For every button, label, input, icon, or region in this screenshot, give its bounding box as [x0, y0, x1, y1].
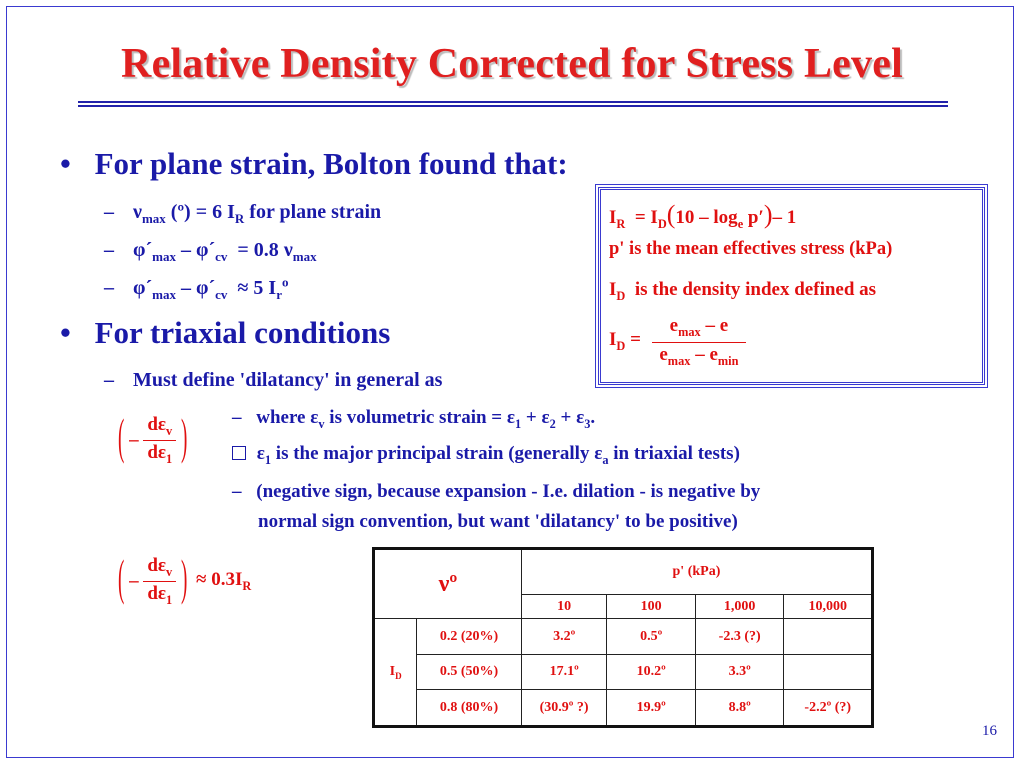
- triax-sub-text: Must define 'dilatancy' in general as: [133, 369, 443, 391]
- pressure-col-10000: 10,000: [784, 595, 873, 619]
- ir-equation: $I_R = I_D(10 - \log_e p')-$ 1: [609, 200, 797, 231]
- phi-diff-eq-1: $\varphi´_{max}$ – $\varphi´_{cv} = 0.8$ $\nu_{max}$: [133, 239, 317, 264]
- nu-max-eq: $\nu_{max}$ (º) = 6 $I_R$: [133, 201, 245, 226]
- p-mean-stress-def: p' is the mean effectives stress (kPa): [609, 239, 893, 259]
- dilatancy-table: [372, 547, 874, 728]
- bullet-plane-text: For plane strain, Bolton found that:: [94, 146, 568, 181]
- title-rule-top: [78, 101, 948, 103]
- plane-item-1: [104, 201, 381, 227]
- plane-item-1-suffix: for plane strain: [249, 201, 382, 223]
- table-cell: (30.9º ?): [521, 690, 607, 727]
- bullet-plane-strain: [60, 146, 568, 182]
- dash-4: –: [104, 369, 114, 391]
- table-row: [374, 655, 873, 690]
- note-negative-sign-1: – (negative sign, because expansion - I.e. dilation - is negative by: [232, 481, 761, 502]
- table-cell: 3.3º: [695, 655, 784, 690]
- table-row: [374, 619, 873, 655]
- pressure-col-10: 10: [521, 595, 607, 619]
- plane-item-2: [104, 239, 317, 265]
- bullet-triaxial: [60, 315, 390, 351]
- triax-sub-item: [104, 369, 442, 392]
- row-id: 0.5 (50%): [417, 655, 522, 690]
- table-cell: [784, 655, 873, 690]
- table-cell: 10.2º: [607, 655, 696, 690]
- pressure-header: p' (kPa): [521, 549, 872, 595]
- row-id: 0.2 (20%): [417, 619, 522, 655]
- table-cell: 17.1º: [521, 655, 607, 690]
- table-cell: -2.3 (?): [695, 619, 784, 655]
- bullet-triaxial-text: For triaxial conditions: [94, 315, 391, 350]
- slide-title: Relative Density Corrected for Stress Level: [121, 41, 903, 87]
- nu-header: νº: [374, 549, 522, 619]
- id-row-label: $I_D$: [374, 619, 417, 727]
- table-cell: -2.2º (?): [784, 690, 873, 727]
- dash-2: –: [104, 239, 114, 261]
- bullet-dot: •: [60, 315, 71, 350]
- pressure-col-1000: 1,000: [695, 595, 784, 619]
- note-negative-sign-2: normal sign convention, but want 'dilatancy' to be positive): [258, 511, 738, 532]
- row-id: 0.8 (80%): [417, 690, 522, 727]
- table-row: [374, 690, 873, 727]
- note-volumetric: – where $\varepsilon_v$ is volumetric strain = $\varepsilon_1 + \varepsilon_2 + \varepsilon_3$.: [232, 407, 596, 431]
- plane-item-3: [104, 274, 288, 303]
- dilatancy-definition-eq: ( – $\frac{d\varepsilon_v}{d\varepsilon_1}$ ): [118, 411, 188, 467]
- bolton-equation-box: [598, 187, 985, 385]
- bullet-dot: •: [60, 146, 71, 181]
- table-cell: 19.9º: [607, 690, 696, 727]
- dilatancy-approx-eq: ( – $\frac{d\varepsilon_v}{d\varepsilon_1}$ ) ≈ $0.3I_R$: [118, 552, 252, 608]
- table-cell: 0.5º: [607, 619, 696, 655]
- page-number: 16: [982, 723, 997, 739]
- id-definition-line: $I_D$ is the density index defined as: [609, 279, 877, 303]
- table-cell: [784, 619, 873, 655]
- missing-glyph-box: [232, 446, 246, 460]
- note-major-strain: $\varepsilon_1$ is the major principal strain (generally $\varepsilon_a$ in triaxial tests): [232, 443, 740, 468]
- table-cell: 8.8º: [695, 690, 784, 727]
- id-formula: $I_D$ = $\frac{e_{max} - e}{e_{max} - e_{min}}$: [609, 315, 746, 369]
- phi-diff-eq-2: $\varphi´_{max}$ – $\varphi´_{cv} \approx 5$ $I_r^o$: [133, 274, 289, 302]
- dash-3: –: [104, 276, 114, 299]
- dash-1: –: [104, 201, 114, 223]
- table-cell: 3.2º: [521, 619, 607, 655]
- pressure-col-100: 100: [607, 595, 696, 619]
- title-rule-bottom: [78, 105, 948, 107]
